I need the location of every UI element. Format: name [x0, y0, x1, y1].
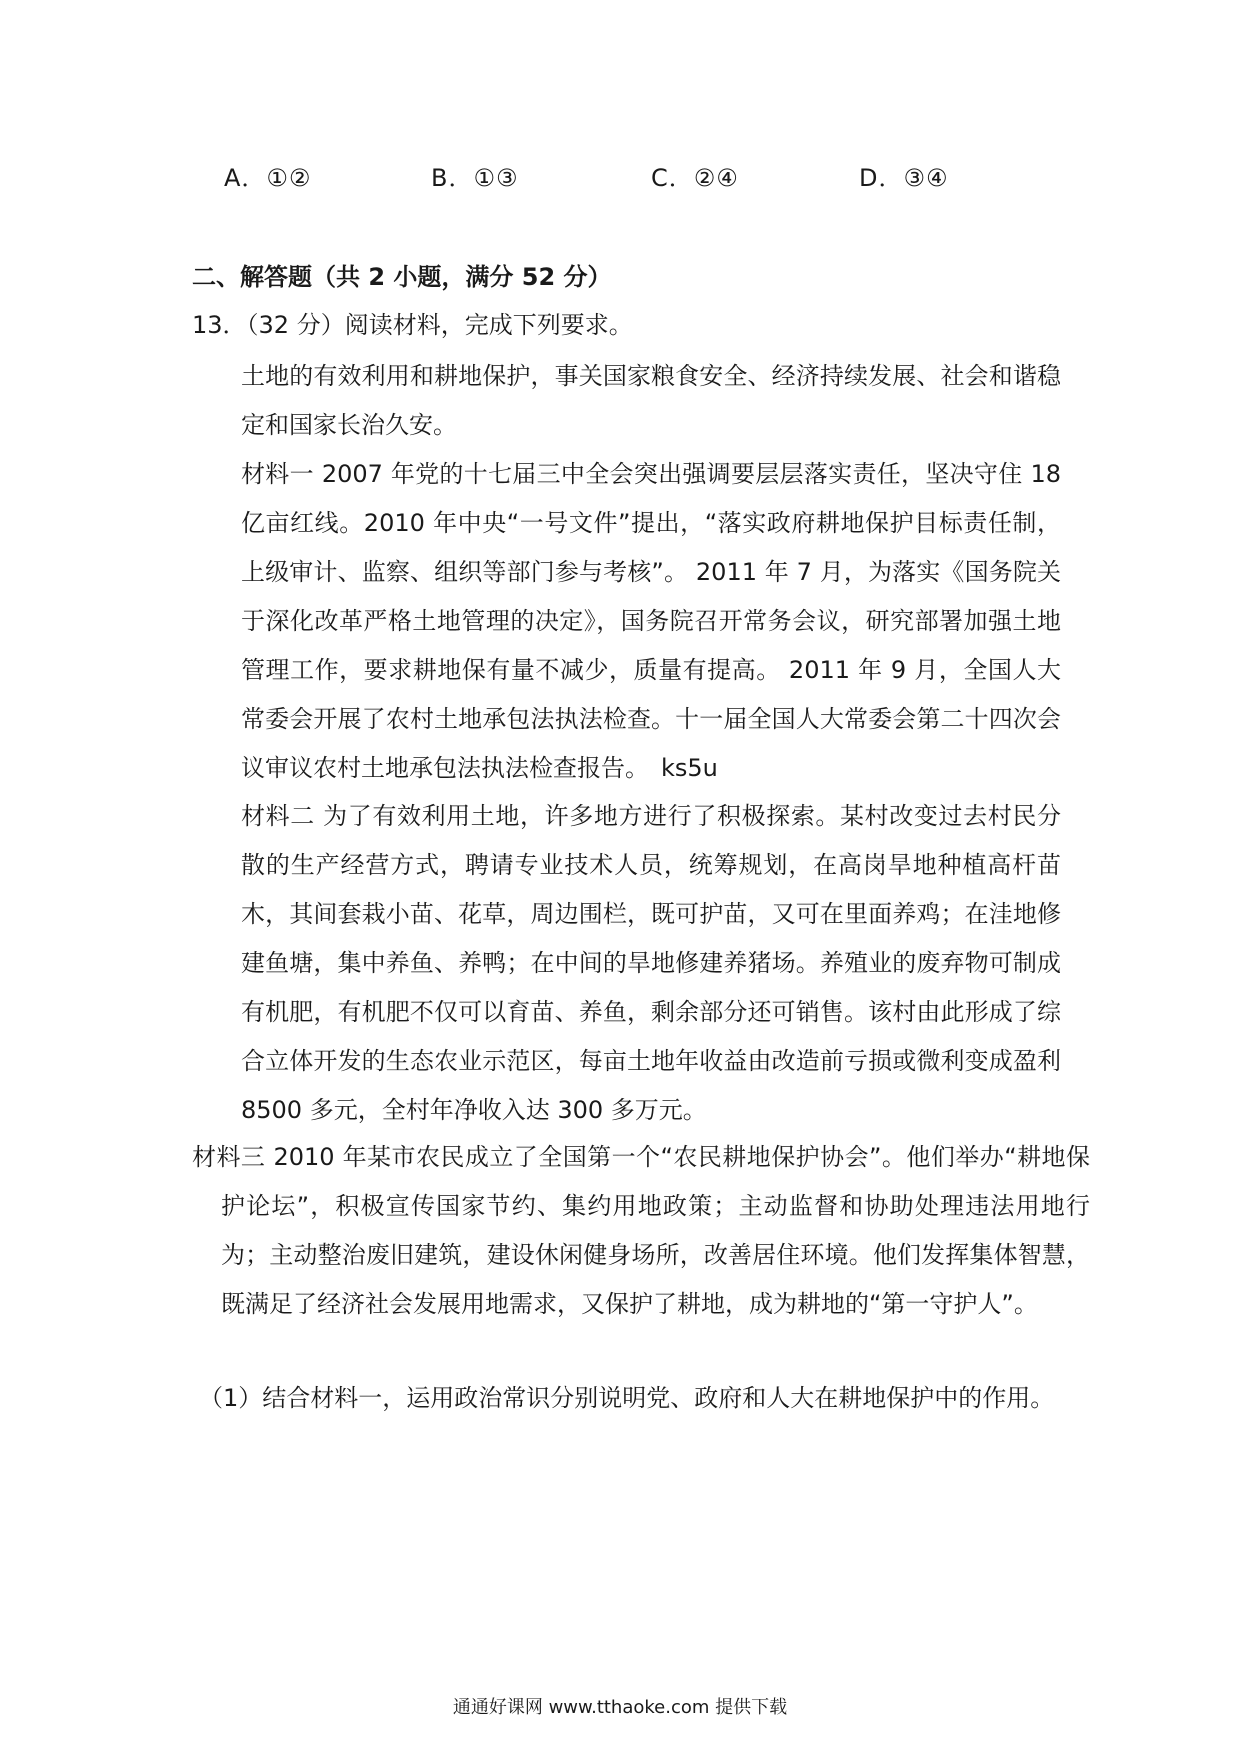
material-two-text: 材料二 为了有效利用土地，许多地方进行了积极探索。某村改变过去村民分散的生产经营方式，聘请专业技术人员，统筹规划，在高岗旱地种植高杆苗木，其间套栽小苗、花草，周边围栏，既可护苗，又可在里面养鸡；在洼地修建鱼塘，集中养鱼、养鸭；在中间的旱地修建养猪场。养殖业的废弃物可制成有机肥，有机肥不仅可以育苗、养鱼，剩余部分还可销售。该村由此形成了综合立体开发的生态农业示范区，每亩土地年收益由改造前亏损或微利变成盈利 8500 多元，全村年净收入达 300 多万元。: [241, 802, 1061, 1124]
answer-options: [0, 158, 1240, 198]
intro-text: 土地的有效利用和耕地保护，事关国家粮食安全、经济持续发展、社会和谐稳定和国家长治久安。: [241, 362, 1061, 439]
material-three: [192, 1133, 1090, 1329]
material-three-text: 材料三 2010 年某市农民成立了全国第一个“农民耕地保护协会”。他们举办“耕地保护论坛”，积极宣传国家节约、集约用地政策；主动监督和协助处理违法用地行为；主动整治废旧建筑，建设休闲健身场所，改善居住环境。他们发挥集体智慧，既满足了经济社会发展用地需求，又保护了耕地，成为耕地的“第一守护人”。: [192, 1143, 1090, 1318]
material-one-text: 材料一 2007 年党的十七届三中全会突出强调要层层落实责任，坚决守住 18 亿亩红线。2010 年中央“一号文件”提出，“落实政府耕地保护目标责任制，上级审计、监察、组织等部门参与考核”。 2011 年 7 月，为落实《国务院关于深化改革严格土地管理的决定》，国务院召开常务会议，研究部署加强土地管理工作，要求耕地保有量不减少，质量有提高。 2011 年 9 月，全国人大常委会开展了农村土地承包法执法检查。十一届全国人大常委会第二十四次会议审议农村土地承包法执法检查报告。 ks5u: [241, 460, 1061, 782]
option-a: A．①②: [224, 164, 312, 192]
question-heading: 13．（32 分）阅读材料，完成下列要求。: [192, 311, 633, 339]
option-c: C．②④: [651, 164, 739, 192]
material-one: [221, 450, 1061, 793]
option-b: B．①③: [431, 164, 519, 192]
sub-question-1: （1）结合材料一，运用政治常识分别说明党、政府和人大在耕地保护中的作用。: [199, 1384, 1055, 1412]
section-title: 二、解答题（共 2 小题，满分 52 分）: [192, 263, 612, 291]
material-two: [221, 792, 1061, 1135]
option-d: D．③④: [859, 164, 949, 192]
question-intro: [221, 352, 1061, 450]
page-footer: 通通好课网 www.tthaoke.com 提供下载: [452, 1697, 788, 1718]
